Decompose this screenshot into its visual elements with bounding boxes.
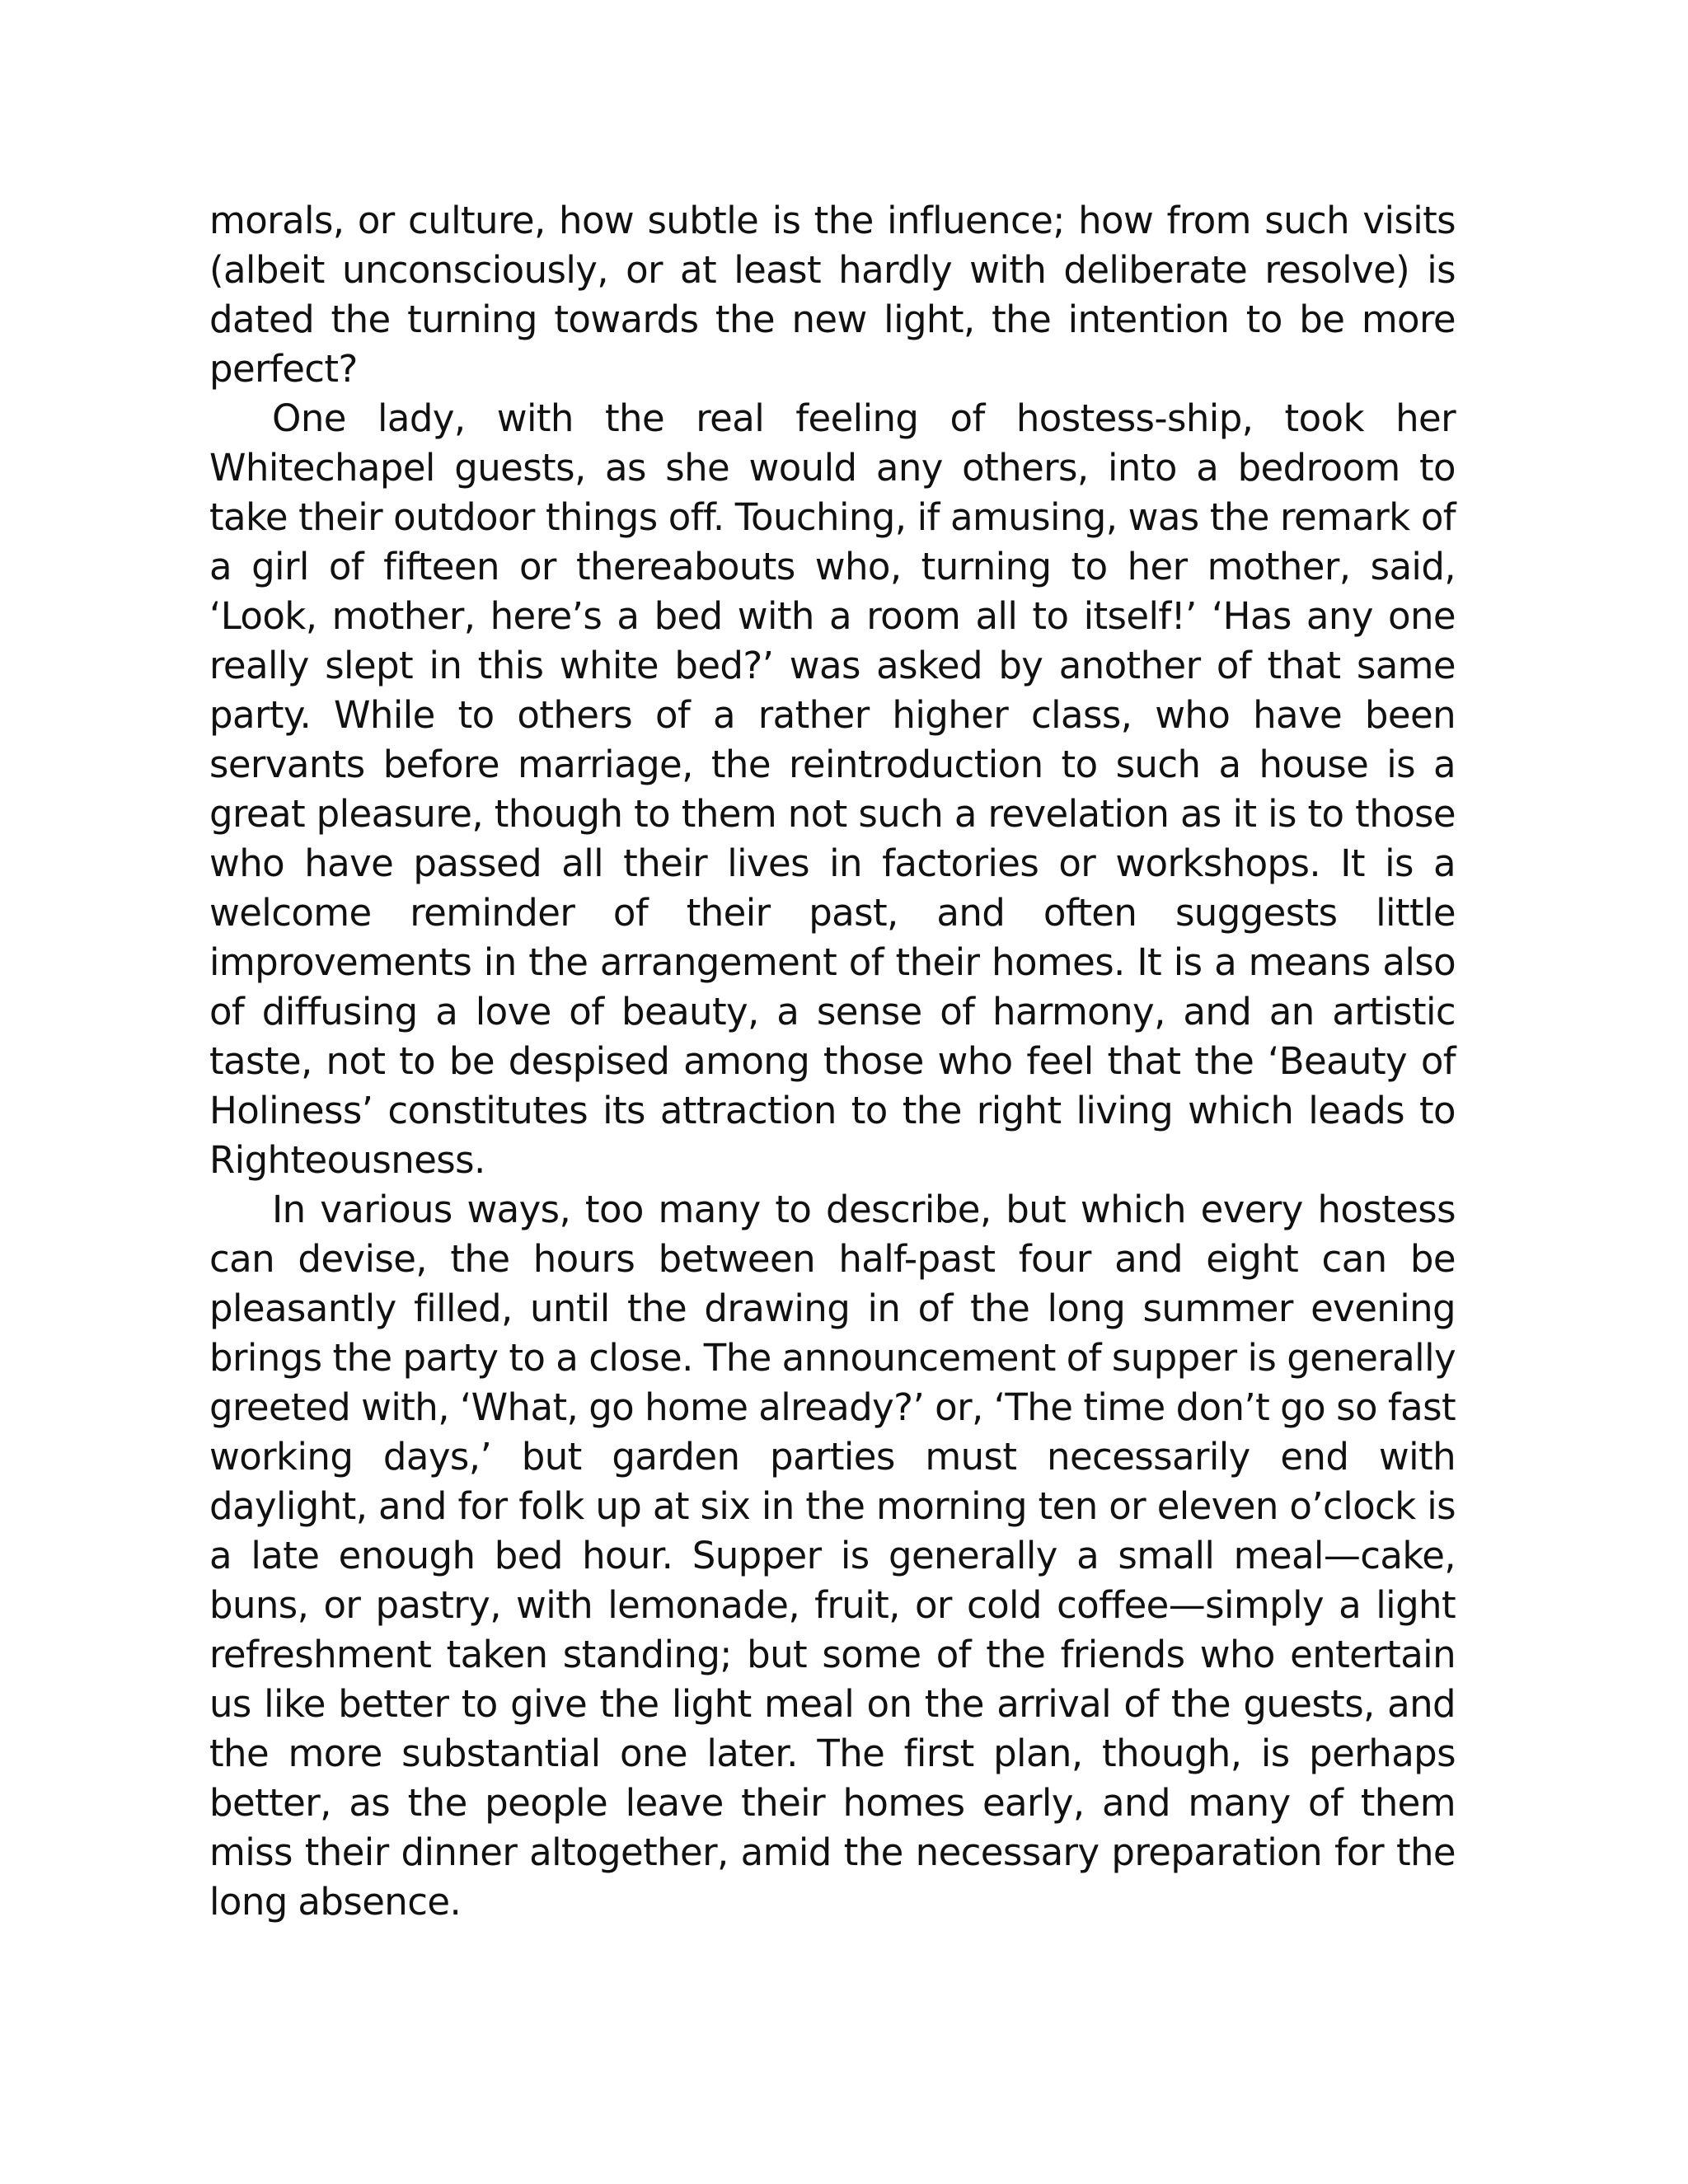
paragraph-hostess: One lady, with the real feeling of hostess-ship, took her Whitechapel guests, as she would any others, into a bedroom to take their outdoor things off. Touching, if amusing, was the remark of a girl of fifteen or thereabouts who, turning to her mother, said, ‘Look, mother, here’s a bed with a room all to itself!’ ‘Has any one really slept in this white bed?’ was asked by another of that same party. While to others of a rather higher class, who have been servants before marriage, the reintroduction to such a house is a great pleasure, though to them not such a revelation as it is to those who have passed all their lives in factories or workshops. It is a welcome reminder of their past, and often suggests little improvements in the arrangement of their homes. It is a means also of diffusing a love of beauty, a sense of harmony, and an artistic taste, not to be despised among those who feel that the ‘Beauty of Holiness’ constitutes its attraction to the right living which leads to Righteousness.	[209, 396, 1456, 1182]
page-body	[209, 196, 1456, 1927]
paragraph-continued: morals, or culture, how subtle is the influence; how from such visits (albeit unconsciously, or at least hardly with deliberate resolve) is dated the turning towards the new light, the intention to be more perfect?	[209, 199, 1456, 391]
paragraph-supper: In various ways, too many to describe, but which every hostess can devise, the hours between half-past four and eight can be pleasantly filled, until the drawing in of the long summer evening brings the party to a close. The announcement of supper is generally greeted with, ‘What, go home already?’ or, ‘The time don’t go so fast working days,’ but garden parties must necessarily end with daylight, and for folk up at six in the morning ten or eleven o’clock is a late enough bed hour. Supper is generally a small meal—cake, buns, or pastry, with lemonade, fruit, or cold coffee—simply a light refreshment taken standing; but some of the friends who entertain us like better to give the light meal on the arrival of the guests, and the more substantial one later. The first plan, though, is perhaps better, as the people leave their homes early, and many of them miss their dinner altogether, amid the necessary preparation for the long absence.	[209, 1188, 1456, 1924]
